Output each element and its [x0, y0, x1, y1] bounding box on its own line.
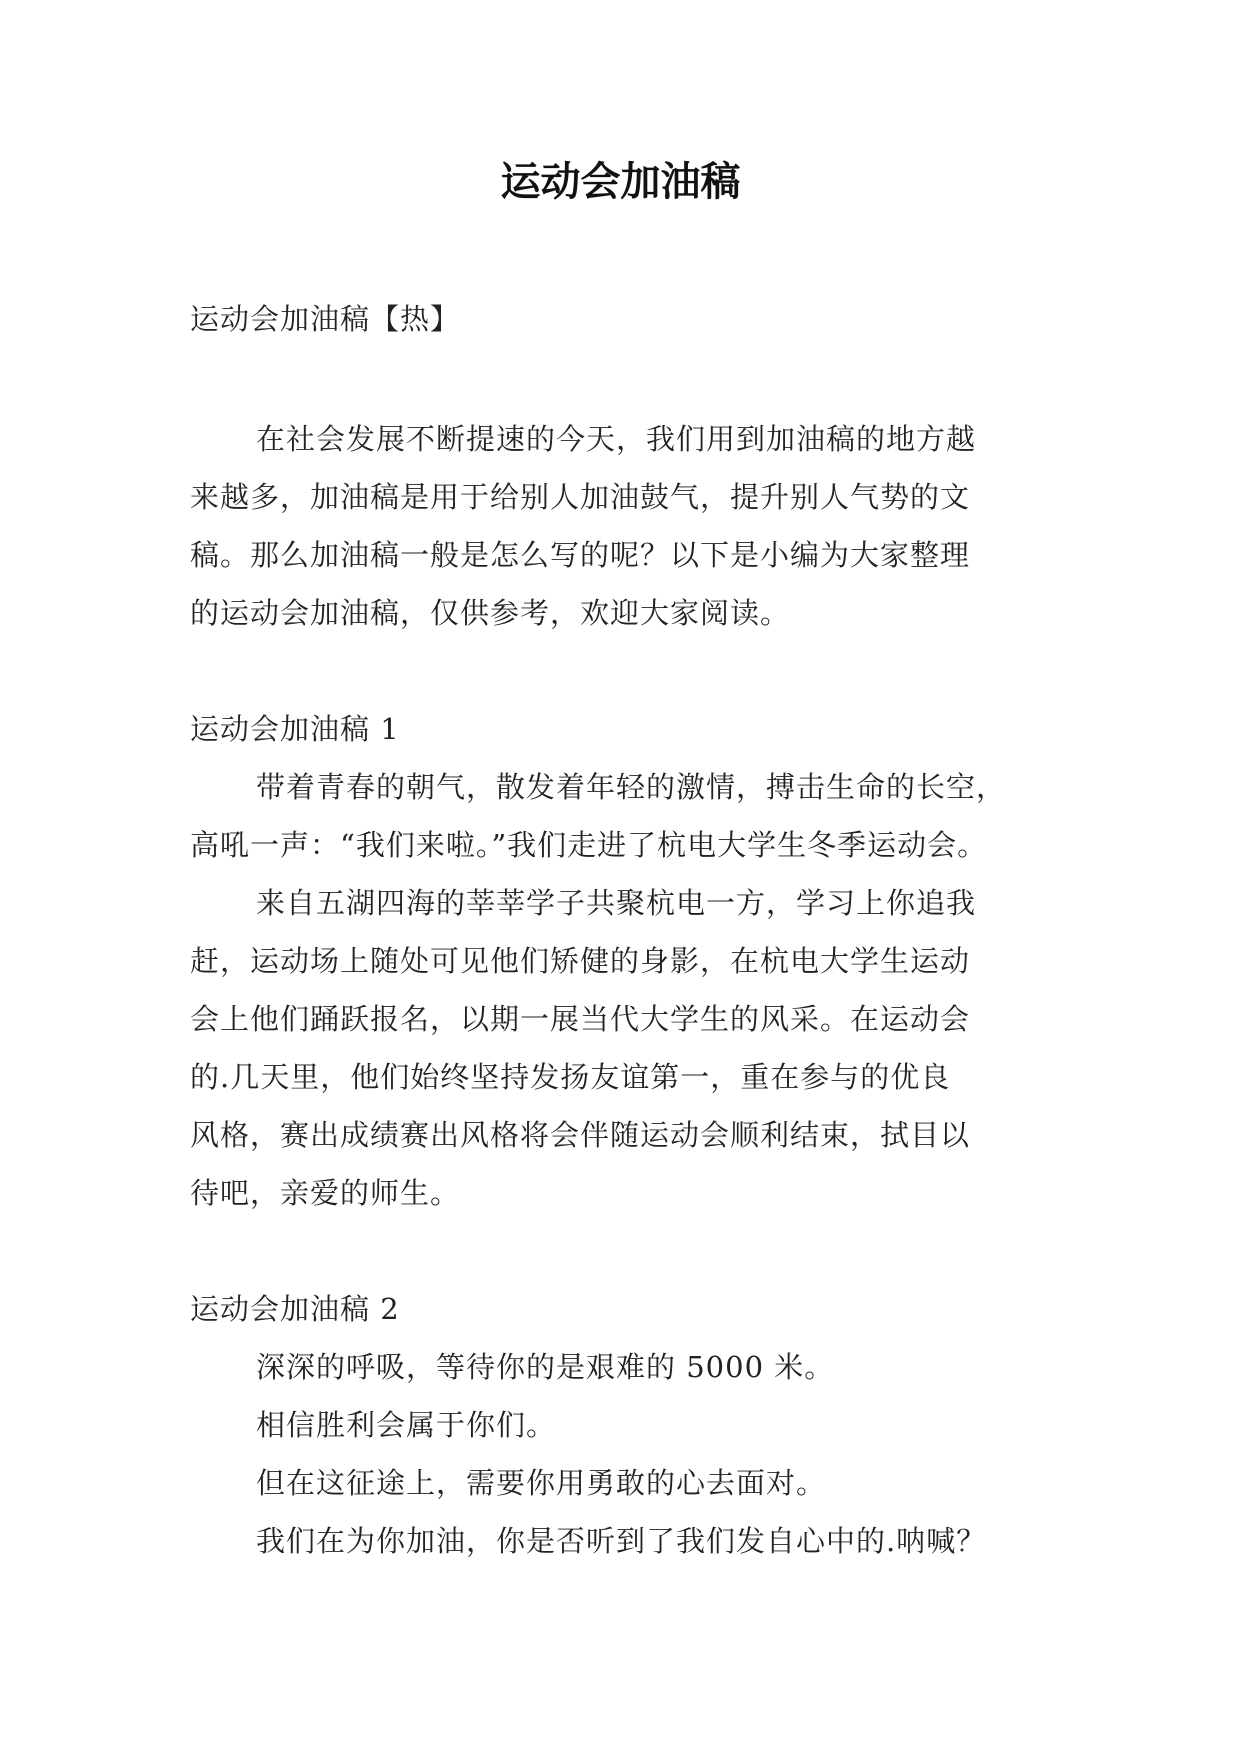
section-heading-text: 运动会加油稿 2: [190, 1292, 400, 1326]
intro-line: 在社会发展不断提速的今天，我们用到加油稿的地方越: [256, 422, 977, 456]
intro-line: 稿。那么加油稿一般是怎么写的呢？以下是小编为大家整理: [190, 538, 971, 572]
section-2-body: [190, 1338, 1050, 1570]
section-1-line: 带着青春的朝气，散发着年轻的激情，搏击生命的长空，: [256, 770, 1007, 804]
intro-paragraph: [190, 410, 1050, 642]
section-2-line: 我们在为你加油，你是否听到了我们发自心中的.呐喊？: [256, 1524, 987, 1558]
section-heading-text: 运动会加油稿 1: [190, 712, 400, 746]
section-2-line: 但在这征途上，需要你用勇敢的心去面对。: [256, 1466, 827, 1500]
section-1-line: 的.几天里，他们始终坚持发扬友谊第一，重在参与的优良: [190, 1060, 951, 1094]
section-1-line: 来自五湖四海的莘莘学子共聚杭电一方，学习上你追我: [256, 886, 977, 920]
section-2-heading: [190, 1280, 1050, 1338]
section-1-line: 会上他们踊跃报名，以期一展当代大学生的风采。在运动会: [190, 1002, 971, 1036]
section-2-line: 深深的呼吸，等待你的是艰难的 5000 米。: [256, 1350, 835, 1384]
document-title: 运动会加油稿: [500, 158, 741, 205]
section-1-line: 高吼一声：“我们来啦。”我们走进了杭电大学生冬季运动会。: [190, 828, 988, 862]
intro-line: 来越多，加油稿是用于给别人加油鼓气，提升别人气势的文: [190, 480, 971, 514]
document-subtitle: [190, 290, 1050, 348]
section-1-line: 赶，运动场上随处可见他们矫健的身影，在杭电大学生运动: [190, 944, 971, 978]
section-1-body: [190, 758, 1050, 1222]
section-1-heading: [190, 700, 1050, 758]
section-2-line: 相信胜利会属于你们。: [256, 1408, 557, 1442]
intro-line: 的运动会加油稿，仅供参考，欢迎大家阅读。: [190, 596, 791, 630]
section-1-line: 待吧，亲爱的师生。: [190, 1176, 461, 1210]
subtitle-text: 运动会加油稿【热】: [190, 302, 461, 336]
section-1-line: 风格，赛出成绩赛出风格将会伴随运动会顺利结束，拭目以: [190, 1118, 971, 1152]
